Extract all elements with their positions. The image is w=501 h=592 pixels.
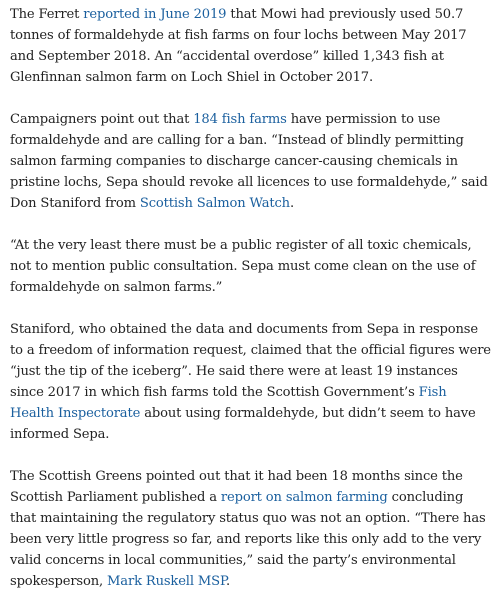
text-run: have permission to use formaldehyde and are calling for a ban. “Instead of blindly permitting salmon farming companies to discharge cancer-causing chemicals in pristine lochs, Sepa should revoke all licences to use formaldehyde,” said Don Staniford from — [10, 112, 488, 211]
link-mark-ruskell-msp[interactable]: Mark Ruskell MSP — [107, 574, 226, 589]
paragraph-ferret-report — [10, 4, 491, 88]
text-run: The Ferret — [10, 7, 84, 22]
text-run: about using formaldehyde, but didn’t seem to have informed Sepa. — [10, 406, 476, 442]
link-report-on-salmon-farming[interactable]: report on salmon farming — [220, 490, 388, 505]
link-184-fish-farms[interactable]: 184 fish farms — [193, 112, 287, 127]
text-run: The Scottish Greens pointed out that it had been 18 months since the Scottish Parliament published a — [10, 469, 463, 505]
text-run: concluding that maintaining the regulatory status quo was not an option. “There has been very little progress so far, and reports like this only add to the very valid concerns in local communities,” said the party’s environmental spokesperson, — [10, 490, 486, 589]
link-fish-health-inspectorate[interactable]: Fish Health Inspectorate — [10, 385, 447, 421]
text-run: . — [225, 574, 230, 589]
paragraph-scottish-greens — [10, 466, 491, 592]
text-run: that Mowi had previously used 50.7 tonnes of formaldehyde at fish farms on four lochs between May 2017 and September 2018. An “accidental overdose” killed 1,343 fish at Glenfinnan salmon farm on Loch Shiel in October 2017. — [10, 7, 467, 85]
link-scottish-salmon-watch[interactable]: Scottish Salmon Watch — [139, 196, 290, 211]
text-run: Campaigners point out that — [10, 112, 194, 127]
paragraph-public-register-quote — [10, 235, 491, 298]
paragraph-staniford — [10, 319, 491, 445]
paragraph-campaigners — [10, 109, 491, 214]
text-run: Staniford, who obtained the data and documents from Sepa in response to a freedom of information request, claimed that the official figures were “just the tip of the iceberg”. He said there were at least 19 instances since 2017 in which fish farms told the Scottish Government’s — [10, 322, 491, 400]
text-run: . — [289, 196, 294, 211]
text-run: “At the very least there must be a public register of all toxic chemicals, not to mention public consultation. Sepa must come clean on the use of formaldehyde on salmon farms.” — [10, 238, 476, 295]
link-reported-in-june-2019[interactable]: reported in June 2019 — [83, 7, 227, 22]
